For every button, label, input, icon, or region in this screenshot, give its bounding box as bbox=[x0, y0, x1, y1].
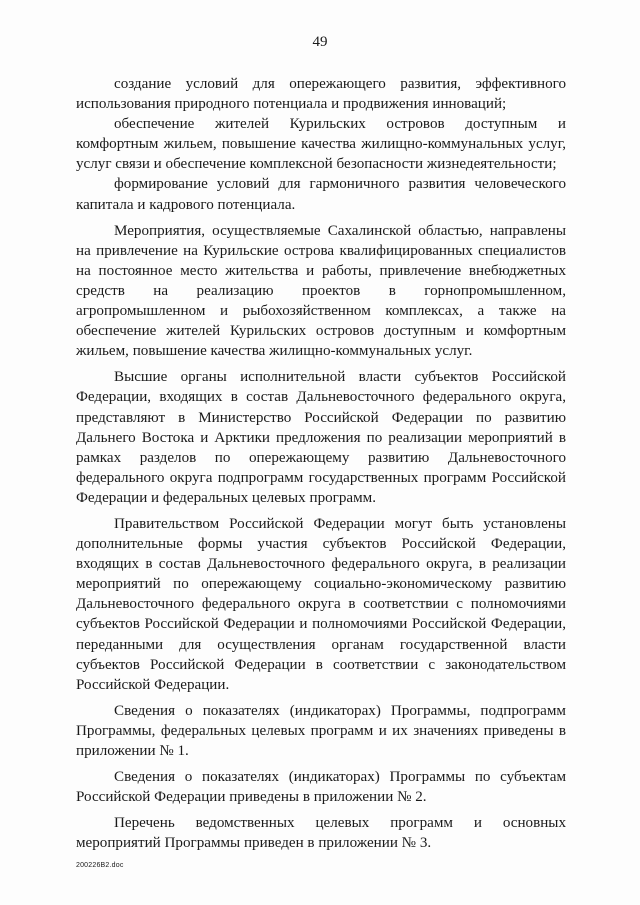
footer-file-name: 200226B2.doc bbox=[76, 862, 124, 869]
paragraph-sakhalin-measures: Мероприятия, осуществляемые Сахалинской областью, направлены на привлечение на Курильские острова квалифицированных специалистов на постоянное место жительства и работы, привлечение внебюджетных средств на реализацию проектов в горнопромышленном, агропромышленном и рыбохозяйственном комплексах, а также на обеспечение жителей Курильских островов доступным и комфортным жильем, повышение качества жилищно-коммунальных услуг. bbox=[76, 222, 566, 360]
paragraph-goal-housing: обеспечение жителей Курильских островов доступным и комфортным жильем, повышение качества жилищно-коммунальных услуг, услуг связи и обеспечение комплексной безопасности жизнедеятельности; bbox=[76, 116, 566, 173]
paragraph-government-forms: Правительством Российской Федерации могут быть установлены дополнительные формы участия субъектов Российской Федерации, входящих в состав Дальневосточного федерального округа, в реализации мероприятий по опережающему социально-экономическому развитию Дальневосточного федерального округа в соответствии с полномочиями субъектов Российской Федерации и полномочиями Российской Федерации, переданными для осуществления органам государственной власти субъектов Российской Федерации в соответствии с законодательством Российской Федерации. bbox=[76, 515, 566, 693]
document-body bbox=[76, 74, 566, 853]
paragraph-executive-bodies: Высшие органы исполнительной власти субъектов Российской Федерации, входящих в состав Дальневосточного федерального округа, представляют в Министерство Российской Федерации по развитию Дальнего Востока и Арктики предложения по реализации мероприятий в рамках разделов по опережающему развитию Дальневосточного федерального округа подпрограмм государственных программ Российской Федерации и федеральных целевых программ. bbox=[76, 369, 566, 506]
paragraph-goal-innovation: создание условий для опережающего развития, эффективного использования природного потенциала и продвижения инноваций; bbox=[76, 76, 566, 113]
page-number: 49 bbox=[312, 34, 328, 50]
paragraph-appendix-3: Перечень ведомственных целевых программ и основных мероприятий Программы приведен в приложении № 3. bbox=[76, 815, 566, 852]
paragraph-appendix-1: Сведения о показателях (индикаторах) Программы, подпрограмм Программы, федеральных целевых программ и их значениях приведены в приложении № 1. bbox=[76, 702, 566, 759]
paragraph-appendix-2: Сведения о показателях (индикаторах) Программы по субъектам Российской Федерации приведены в приложении № 2. bbox=[76, 769, 566, 806]
paragraph-goal-human-capital: формирование условий для гармоничного развития человеческого капитала и кадрового потенциала. bbox=[76, 176, 566, 213]
